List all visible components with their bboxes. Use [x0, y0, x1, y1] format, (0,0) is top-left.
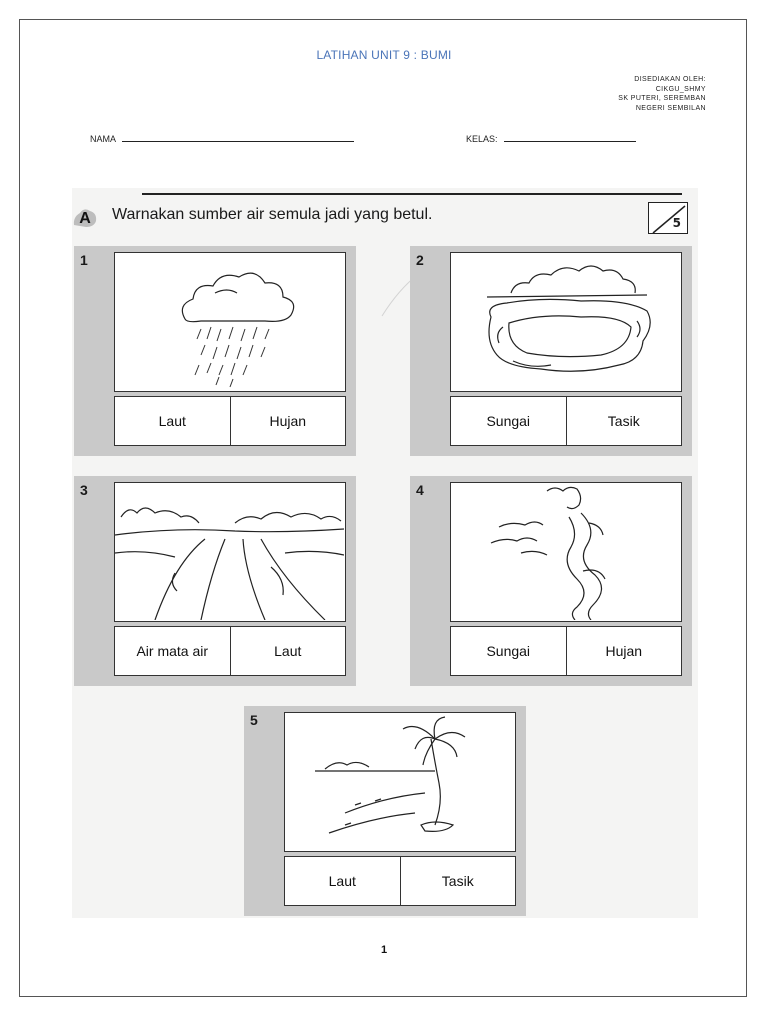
answer-options	[114, 626, 346, 676]
answer-options	[450, 626, 682, 676]
question-number: 3	[80, 482, 88, 498]
section-letter: A	[79, 210, 91, 227]
question-2	[410, 246, 692, 456]
palm-tree-beach-icon	[285, 713, 514, 850]
option-sungai[interactable]: Sungai	[486, 643, 531, 659]
option-hujan[interactable]: Hujan	[566, 627, 682, 675]
option-sungai[interactable]: Sungai	[486, 413, 531, 429]
scanned-exercise	[72, 188, 698, 918]
option-tasik[interactable]: Tasik	[400, 857, 516, 905]
instruction-text: Warnakan sumber air semula jadi yang betul.	[112, 206, 433, 223]
name-blank-line[interactable]	[122, 141, 354, 142]
lake-icon	[451, 253, 680, 390]
option-laut[interactable]: Laut	[328, 873, 356, 889]
question-5	[244, 706, 526, 916]
divider-line	[142, 193, 682, 195]
question-4-picture	[450, 482, 682, 622]
question-5-picture	[284, 712, 516, 852]
section-a-icon	[72, 205, 98, 229]
question-1-picture	[114, 252, 346, 392]
credit-line: NEGERI SEMBILAN	[635, 104, 706, 112]
credit-line: DISEDIAKAN OLEH:	[634, 76, 706, 83]
question-1	[74, 246, 356, 456]
option-tasik[interactable]: Tasik	[566, 397, 682, 445]
author-credits	[618, 75, 706, 113]
name-field[interactable]	[90, 134, 354, 144]
river-icon	[451, 483, 680, 620]
option-hujan[interactable]: Hujan	[230, 397, 346, 445]
class-blank-line[interactable]	[504, 141, 636, 142]
rain-cloud-icon	[115, 253, 344, 390]
unit-title: LATIHAN UNIT 9 : BUMI	[316, 48, 452, 62]
question-number: 5	[250, 712, 258, 728]
answer-options	[450, 396, 682, 446]
score-box	[648, 202, 688, 234]
question-number: 2	[416, 252, 424, 268]
question-number: 1	[80, 252, 88, 268]
name-label: NAMA	[90, 134, 117, 144]
class-label: KELAS:	[466, 134, 498, 144]
answer-options	[114, 396, 346, 446]
max-score: 5	[672, 216, 681, 230]
credit-line: CIKGU_SHMY	[655, 85, 706, 93]
question-2-picture	[450, 252, 682, 392]
river-landscape-icon	[115, 483, 344, 620]
option-air-mata-air[interactable]: Air mata air	[136, 643, 209, 659]
question-3	[74, 476, 356, 686]
question-3-picture	[114, 482, 346, 622]
credit-line: SK PUTERI, SEREMBAN	[618, 95, 706, 102]
answer-options	[284, 856, 516, 906]
option-laut[interactable]: Laut	[158, 413, 186, 429]
class-field[interactable]	[466, 134, 636, 144]
option-laut[interactable]: Laut	[230, 627, 346, 675]
page-number: 1	[380, 944, 388, 956]
question-number: 4	[416, 482, 424, 498]
question-4	[410, 476, 692, 686]
diagonal-slash-icon	[649, 203, 689, 235]
